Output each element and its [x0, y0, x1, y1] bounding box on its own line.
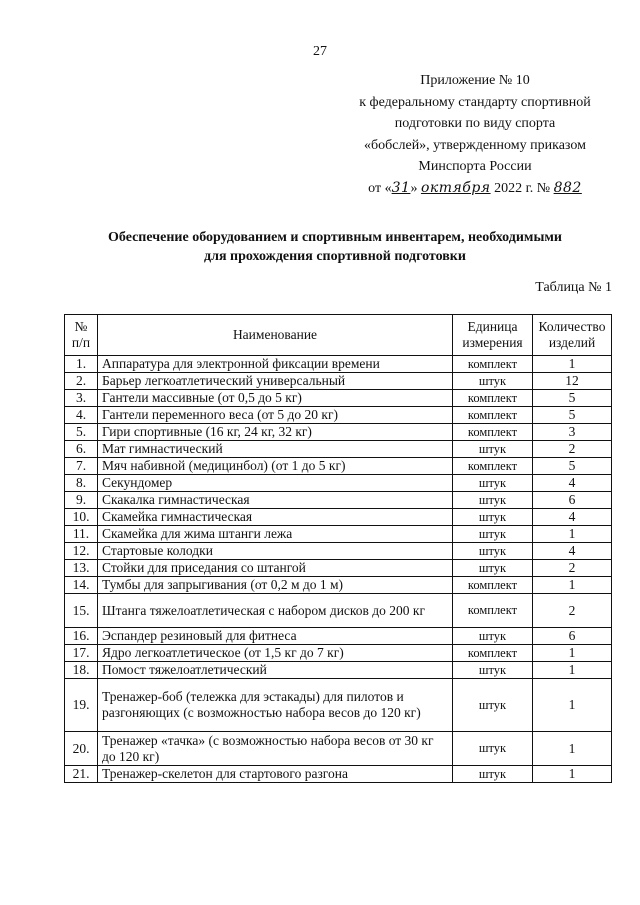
- table-row: [65, 628, 612, 645]
- row-number: 8.: [65, 475, 98, 492]
- row-number: 12.: [65, 543, 98, 560]
- item-quantity: 5: [533, 390, 612, 407]
- table-row: [65, 662, 612, 679]
- row-number: 9.: [65, 492, 98, 509]
- unit-of-measure: комплект: [453, 356, 533, 373]
- item-quantity: 3: [533, 424, 612, 441]
- table-row: [65, 509, 612, 526]
- unit-of-measure: штук: [453, 509, 533, 526]
- table-row: [65, 373, 612, 390]
- unit-of-measure: штук: [453, 492, 533, 509]
- item-name: Барьер легкоатлетический универсальный: [98, 373, 453, 390]
- item-quantity: 2: [533, 441, 612, 458]
- item-quantity: 2: [533, 594, 612, 628]
- item-name: Стойки для приседания со штангой: [98, 560, 453, 577]
- item-name: Гири спортивные (16 кг, 24 кг, 32 кг): [98, 424, 453, 441]
- row-number: 13.: [65, 560, 98, 577]
- item-quantity: 12: [533, 373, 612, 390]
- handwritten-month: октября: [420, 179, 491, 196]
- appendix-line: «бобслей», утвержденному приказом: [364, 137, 586, 153]
- appendix-block: [330, 70, 620, 199]
- table-row: [65, 492, 612, 509]
- item-name: Тумбы для запрыгивания (от 0,2 м до 1 м): [98, 577, 453, 594]
- unit-of-measure: штук: [453, 732, 533, 766]
- row-number: 7.: [65, 458, 98, 475]
- page-number: 27: [313, 44, 327, 59]
- document-title: [40, 228, 630, 266]
- handwritten-day: 31: [391, 179, 411, 196]
- header-name: Наименование: [98, 315, 453, 356]
- table-row: [65, 732, 612, 766]
- item-name: Скакалка гимнастическая: [98, 492, 453, 509]
- row-number: 18.: [65, 662, 98, 679]
- header-number: № п/п: [65, 315, 98, 356]
- date-year: 2022 г. №: [494, 180, 551, 196]
- row-number: 20.: [65, 732, 98, 766]
- row-number: 19.: [65, 679, 98, 732]
- item-name: Аппаратура для электронной фиксации времени: [98, 356, 453, 373]
- table-row: [65, 390, 612, 407]
- row-number: 17.: [65, 645, 98, 662]
- row-number: 16.: [65, 628, 98, 645]
- unit-of-measure: комплект: [453, 390, 533, 407]
- table-row: [65, 766, 612, 783]
- table-header-row: [65, 315, 612, 356]
- item-name: Скамейка для жима штанги лежа: [98, 526, 453, 543]
- item-quantity: 2: [533, 560, 612, 577]
- table-row: [65, 424, 612, 441]
- table-row: [65, 407, 612, 424]
- item-name: Штанга тяжелоатлетическая с набором дисков до 200 кг: [98, 594, 453, 628]
- unit-of-measure: штук: [453, 679, 533, 732]
- table-row: [65, 560, 612, 577]
- row-number: 14.: [65, 577, 98, 594]
- unit-of-measure: штук: [453, 526, 533, 543]
- table-row: [65, 543, 612, 560]
- table-row: [65, 594, 612, 628]
- unit-of-measure: комплект: [453, 577, 533, 594]
- table-row: [65, 441, 612, 458]
- table-row: [65, 458, 612, 475]
- table-row: [65, 577, 612, 594]
- appendix-line: подготовки по виду спорта: [394, 116, 556, 131]
- title-line: Обеспечение оборудованием и спортивным инвентарем, необходимыми: [108, 230, 562, 245]
- item-name: Мяч набивной (медицинбол) (от 1 до 5 кг): [98, 458, 453, 475]
- item-name: Тренажер-боб (тележка для эстакады) для пилотов и разгоняющих (с возможностью набора весов до 120 кг): [98, 679, 453, 732]
- item-name: Мат гимнастический: [98, 441, 453, 458]
- unit-of-measure: комплект: [453, 407, 533, 424]
- unit-of-measure: штук: [453, 662, 533, 679]
- item-quantity: 1: [533, 766, 612, 783]
- unit-of-measure: комплект: [453, 424, 533, 441]
- item-quantity: 1: [533, 732, 612, 766]
- item-quantity: 5: [533, 407, 612, 424]
- item-quantity: 4: [533, 475, 612, 492]
- row-number: 10.: [65, 509, 98, 526]
- table-row: [65, 356, 612, 373]
- row-number: 2.: [65, 373, 98, 390]
- date-mid: »: [410, 180, 418, 196]
- item-quantity: 1: [533, 645, 612, 662]
- table-label: Таблица № 1: [535, 280, 612, 295]
- row-number: 1.: [65, 356, 98, 373]
- unit-of-measure: штук: [453, 766, 533, 783]
- row-number: 15.: [65, 594, 98, 628]
- item-name: Помост тяжелоатлетический: [98, 662, 453, 679]
- unit-of-measure: комплект: [453, 645, 533, 662]
- unit-of-measure: штук: [453, 628, 533, 645]
- item-name: Тренажер «тачка» (с возможностью набора весов от 30 кг до 120 кг): [98, 732, 453, 766]
- date-prefix: от «: [368, 180, 392, 196]
- unit-of-measure: штук: [453, 373, 533, 390]
- table-row: [65, 645, 612, 662]
- item-quantity: 4: [533, 543, 612, 560]
- item-name: Гантели массивные (от 0,5 до 5 кг): [98, 390, 453, 407]
- row-number: 21.: [65, 766, 98, 783]
- row-number: 6.: [65, 441, 98, 458]
- row-number: 5.: [65, 424, 98, 441]
- item-quantity: 4: [533, 509, 612, 526]
- item-quantity: 1: [533, 356, 612, 373]
- unit-of-measure: штук: [453, 543, 533, 560]
- item-name: Секундомер: [98, 475, 453, 492]
- item-name: Эспандер резиновый для фитнеса: [98, 628, 453, 645]
- item-quantity: 1: [533, 679, 612, 732]
- item-name: Скамейка гимнастическая: [98, 509, 453, 526]
- row-number: 4.: [65, 407, 98, 424]
- unit-of-measure: комплект: [453, 594, 533, 628]
- item-name: Ядро легкоатлетическое (от 1,5 кг до 7 кг): [98, 645, 453, 662]
- table-row: [65, 526, 612, 543]
- title-line: для прохождения спортивной подготовки: [204, 249, 466, 264]
- item-quantity: 1: [533, 662, 612, 679]
- handwritten-order-number: 882: [553, 179, 582, 196]
- appendix-title: Приложение № 10: [420, 73, 530, 88]
- header-unit: Единица измерения: [453, 315, 533, 356]
- item-quantity: 1: [533, 526, 612, 543]
- table-row: [65, 679, 612, 732]
- unit-of-measure: штук: [453, 560, 533, 577]
- item-name: Тренажер-скелетон для стартового разгона: [98, 766, 453, 783]
- item-quantity: 6: [533, 628, 612, 645]
- header-quantity: Количество изделий: [533, 315, 612, 356]
- appendix-line: Минспорта России: [418, 159, 532, 174]
- order-date-line: [330, 178, 620, 200]
- item-name: Стартовые колодки: [98, 543, 453, 560]
- equipment-table: [64, 314, 612, 783]
- unit-of-measure: штук: [453, 475, 533, 492]
- unit-of-measure: комплект: [453, 458, 533, 475]
- unit-of-measure: штук: [453, 441, 533, 458]
- appendix-line: к федеральному стандарту спортивной: [359, 94, 591, 110]
- item-name: Гантели переменного веса (от 5 до 20 кг): [98, 407, 453, 424]
- item-quantity: 6: [533, 492, 612, 509]
- table-row: [65, 475, 612, 492]
- item-quantity: 5: [533, 458, 612, 475]
- row-number: 3.: [65, 390, 98, 407]
- item-quantity: 1: [533, 577, 612, 594]
- row-number: 11.: [65, 526, 98, 543]
